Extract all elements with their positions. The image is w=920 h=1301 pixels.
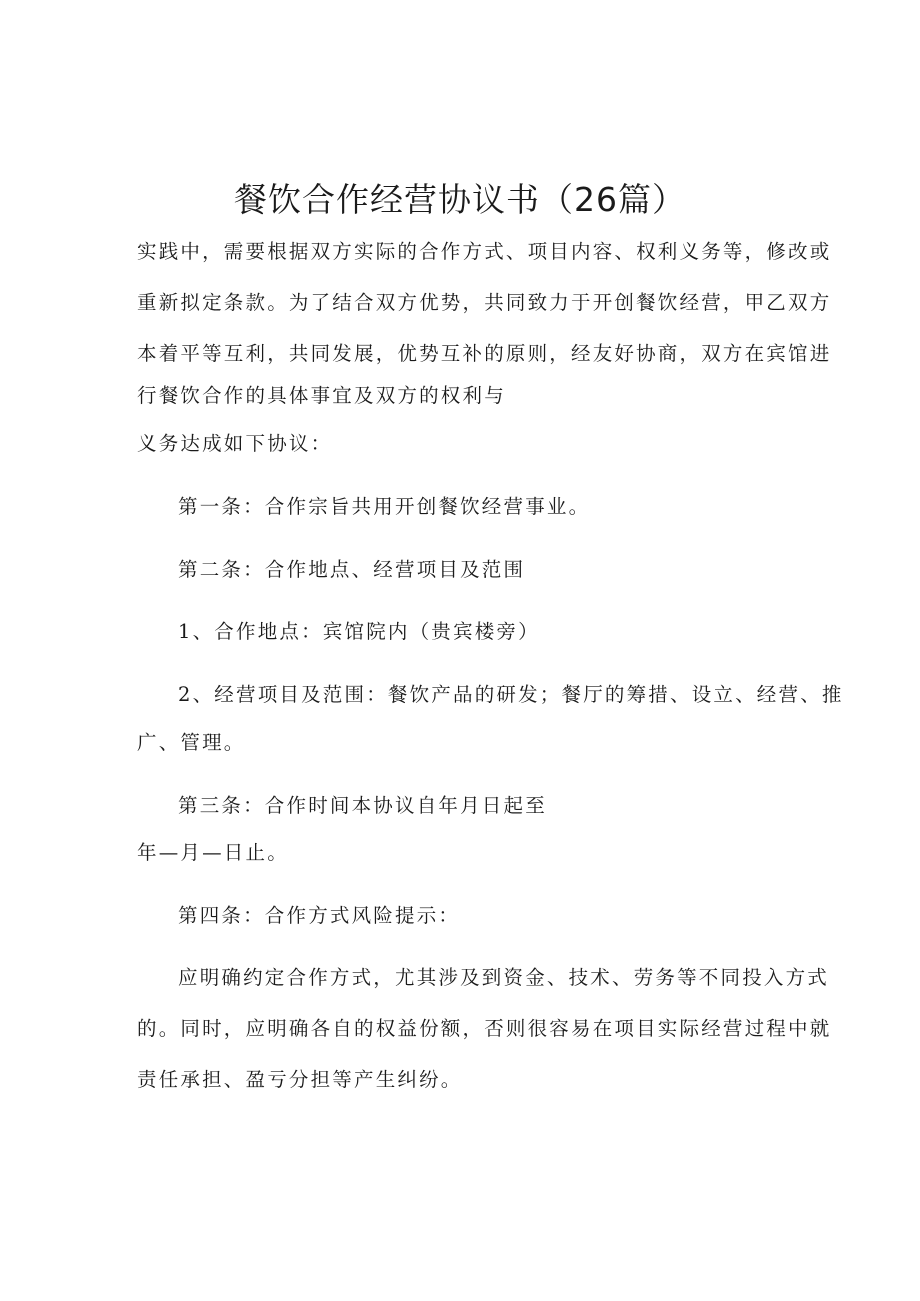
article-2-item-2-line-2: 广、管理。: [137, 731, 246, 754]
article-2-item-1: 1、合作地点：宾馆院内（贵宾楼旁）: [178, 620, 540, 643]
intro-line-1: 实践中，需要根据双方实际的合作方式、项目内容、权利义务等，修改或: [137, 240, 832, 263]
intro-line-4: 行餐饮合作的具体事宜及双方的权利与: [137, 384, 506, 407]
risk-note-line-3: 责任承担、盈亏分担等产生纠纷。: [137, 1068, 463, 1091]
risk-note-line-1: 应明确约定合作方式，尤其涉及到资金、技术、劳务等不同投入方式: [178, 966, 830, 989]
risk-note-line-2: 的。同时，应明确各自的权益份额，否则很容易在项目实际经营过程中就: [137, 1017, 832, 1040]
article-1: 第一条：合作宗旨共用开创餐饮经营事业。: [178, 495, 591, 518]
article-3-line-2: 年—月—日止。: [137, 841, 289, 864]
article-4-heading: 第四条：合作方式风险提示：: [178, 904, 461, 927]
document-title: 餐饮合作经营协议书（26篇）: [234, 180, 686, 219]
article-2-item-2-line-1: 2、经营项目及范围：餐饮产品的研发；餐厅的筹措、设立、经营、推: [178, 683, 844, 706]
article-3-line-1: 第三条：合作时间本协议自年月日起至: [178, 794, 547, 817]
article-2-heading: 第二条：合作地点、经营项目及范围: [178, 558, 526, 581]
intro-line-2: 重新拟定条款。为了结合双方优势，共同致力于开创餐饮经营，甲乙双方: [137, 291, 832, 314]
intro-line-5: 义务达成如下协议：: [137, 432, 333, 455]
intro-line-3: 本着平等互利，共同发展，优势互补的原则，经友好协商，双方在宾馆进: [137, 342, 832, 365]
